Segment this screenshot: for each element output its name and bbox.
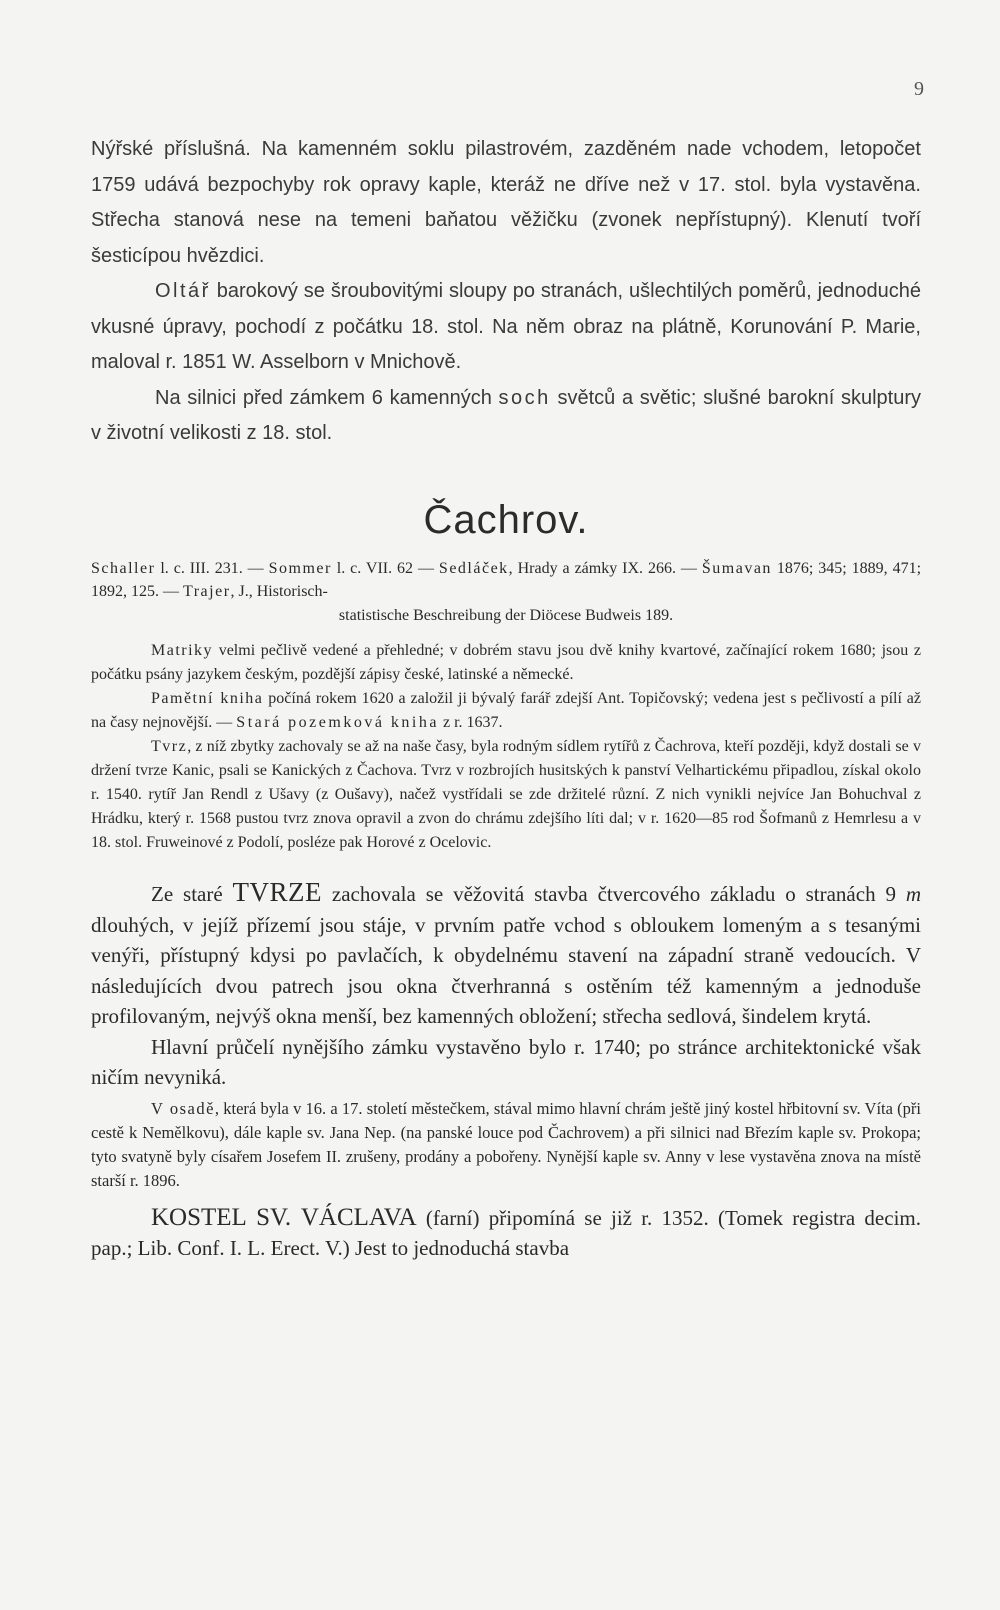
paragraph-altar (91, 274, 921, 381)
ref-schaller: Schaller (91, 559, 156, 577)
paragraph-fortress-text: , z níž zbytky zachovaly se až na naše časy, byla rodným sídlem rytířů z Čachrova, kteří později, když dostali se v držení tvrze Kanic, psali se Kanických z Čachova. Tvrz v rozbrojích husitských k panství Velhartickému připadlou, získal okolo r. 1540. rytíř Jan Rendl z Ušavy (z Oušavy), načež vystřídali se zde držitelé různí. Z nich vynikli nejvíce Jan Bohuchval z Hrádku, který r. 1568 pustou tvrz znova opravil a zvon do chrámu zdejšího líti dal; v r. 1620—85 rod Šofmanů z Hemrlesu a v 18. stol. Fruweinové z Podolí, posléze pak Horové z Ocelovic. (91, 738, 921, 851)
term-kostel: KOSTEL SV. VÁCLAVA (151, 1203, 417, 1231)
paragraph-tower (91, 877, 921, 1032)
page-number: 9 (914, 78, 924, 100)
term-soch: soch (498, 386, 551, 409)
paragraph-statues-a: Na silnici před zámkem 6 kamenných (155, 386, 499, 409)
ref-sedlacek: Sedláček (438, 559, 509, 577)
ref-text-4: 1876; 345; 1889, 471; 1892, 125. — (91, 559, 922, 600)
section-intro (91, 132, 921, 452)
ref-sumavan: Šumavan (701, 559, 772, 577)
paragraph-statues-b: světců a světic; slušné barokní skulptury v životní velikosti z 18. stol. (91, 386, 922, 444)
paragraph-village-text: , která byla v 16. a 17. století městečkem, stával mimo hlavní chrám ještě jiný kostel hřbitovní sv. Víta (při cestě k Nemělkovu), dále kaple sv. Jana Nep. (na panské louce pod Čachrovem) a při silnici nad Březím kaple sv. Prokopa; tyto svatyně byly císařem Josefem II. zrušeny, prodány a pobořeny. Nynější kaple sv. Anny v lese vystavěna znova na místě starší r. 1896. (91, 1098, 921, 1190)
term-pozemkova-kniha: Stará pozemková kniha (236, 714, 439, 731)
paragraph-altar-text: barokový se šroubovitými sloupy po stranách, ušlechtilých poměrů, jednoduché vkusné úpravy, pochodí z počátku 18. stol. Na něm obraz na plátně, Korunování P. Marie, maloval r. 1851 W. Asselborn v Mnichově. (91, 280, 921, 373)
section-title: Čachrov. (423, 497, 589, 542)
section-records (91, 639, 921, 855)
section-church (91, 1203, 921, 1264)
tower-text-c: dlouhých, v jejíž přízemí jsou stáje, v prvním patře vchod s obloukem lomeným a s tesanými venýři, přístupný kdysi po pavlačích, k obydelnému stavení na západní straně vedoucích. V následujících dvou patrech jsou okna čtverhranná s ostěním též kamenným a jednoduše profilovaným, nejvýš okna menší, bez kamenných obložení; střecha sedlová, šindelem krytá. (91, 912, 921, 1028)
ref-trajer: Trajer (183, 583, 231, 600)
term-tvrze: TVRZE (232, 877, 323, 907)
term-oltar: Oltář (155, 280, 211, 302)
tower-text-b: zachovala se věžovitá stavba čtvercového základu o stranách 9 (322, 882, 906, 906)
ref-sommer: Sommer (268, 559, 332, 577)
references-line (91, 557, 921, 604)
paragraph-statues (91, 381, 921, 452)
term-pametni-kniha: Pamětní kniha (151, 690, 264, 707)
memorial-book-end: z r. 1637. (438, 714, 503, 731)
unit-m: m (905, 882, 921, 906)
paragraph-church-text: (farní) připomíná se již r. 1352. (Tomek registra decim. pap.; Lib. Conf. I. L. Erect. V.) Jest to jednoduchá stavba (91, 1205, 921, 1260)
paragraph-registers-text: velmi pečlivě vedené a přehledné; v dobrém stavu jsou dvě knihy kvartové, začínající rokem 1680; jsou z počátku psány jazykem českým, pozdější zápisy české, latinské a německé. (91, 642, 921, 683)
term-tvrz: Tvrz (151, 738, 188, 755)
paragraph-village (91, 1097, 921, 1193)
ref-text-5: , J., Historisch- (230, 583, 328, 600)
paragraph-fortress (91, 735, 921, 855)
references (91, 557, 921, 628)
paragraph-church (91, 1203, 921, 1264)
ref-text-3: , Hrady a zámky IX. 266. — (508, 559, 702, 577)
term-v-osade: V osadě (151, 1098, 215, 1118)
tower-text-a: Ze staré (151, 882, 233, 906)
paragraph-memorial-book (91, 687, 921, 735)
paragraph-chateau: Hlavní průčelí nynějšího zámku vystavěno bylo r. 1740; po stránce architektonické však ničím nevyniká. (91, 1034, 921, 1089)
ref-text-1: l. c. III. 231. — (155, 559, 269, 577)
references-last-line: statistische Beschreibung der Diöcese Budweis 189. (338, 606, 674, 624)
term-matriky: Matriky (151, 642, 214, 659)
section-village (91, 1097, 921, 1193)
page-content (91, 132, 921, 1264)
paragraph-chapel: Nýřské příslušná. Na kamenném soklu pilastrovém, zazděném nade vchodem, letopočet 1759 udává bezpochyby rok opravy kaple, kteráž ne dříve než v 17. stol. byla vystavěna. Střecha stanová nese na temeni baňatou věžičku (zvonek nepřístupný). Klenutí tvoří šesticípou hvězdici. (91, 138, 921, 267)
section-architecture (91, 877, 921, 1093)
paragraph-registers (91, 639, 921, 687)
ref-text-2: l. c. VII. 62 — (331, 559, 439, 577)
memorial-book-text: počíná rokem 1620 a založil ji bývalý farář zdejší Ant. Topičovský; vedena jest s pečlivostí a pílí až na časy nejnovější. — (91, 690, 922, 731)
